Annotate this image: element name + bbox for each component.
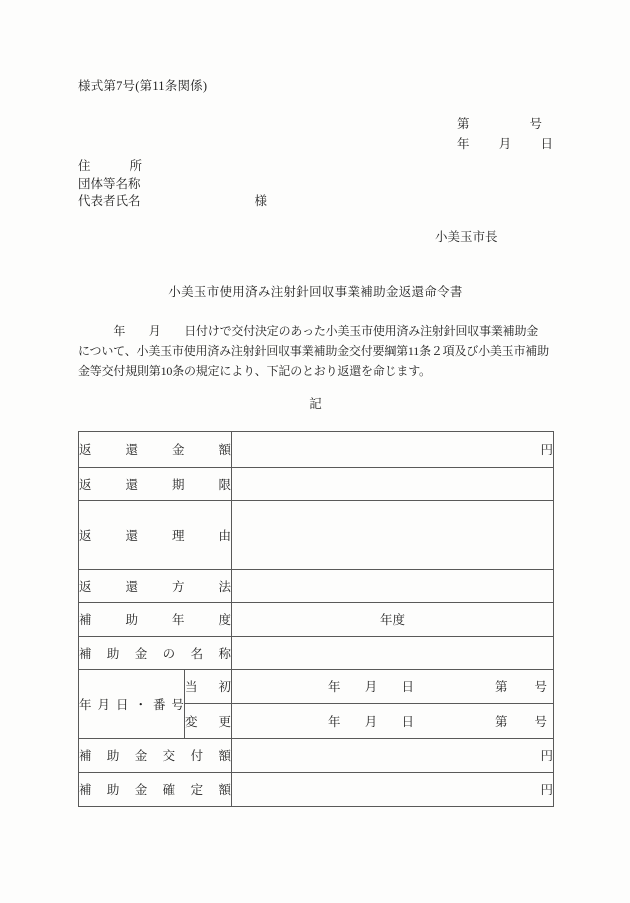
change-label-cell [185, 703, 232, 738]
grant-amount-label: 補 助 金 交 付 額 [79, 749, 231, 763]
refund-method-label-cell [79, 569, 232, 602]
subsidy-year-label: 補 助 年 度 [79, 613, 231, 627]
yen-unit: 円 [540, 749, 553, 763]
initial-label: 当 初 [185, 680, 231, 694]
refund-deadline-label: 返 還 期 限 [79, 477, 231, 492]
refund-method-label: 返 還 方 法 [79, 579, 231, 594]
body-paragraph [78, 321, 553, 381]
representative-line [78, 193, 553, 211]
address-line [78, 158, 553, 176]
refund-method-value-cell [232, 569, 554, 602]
row-refund-amount [79, 431, 554, 467]
change-value-cell [232, 703, 554, 738]
document-title: 小美玉市使用済み注射針回収事業補助金返還命令書 [168, 284, 463, 299]
address-label: 住 所 [78, 159, 142, 173]
subsidy-name-value-cell [232, 636, 554, 669]
refund-order-table [78, 431, 554, 807]
row-refund-deadline [79, 467, 554, 500]
organization-name-label: 団体等名称 [78, 176, 141, 191]
fiscal-year-suffix: 年度 [379, 613, 405, 627]
row-subsidy-name [79, 636, 554, 669]
row-subsidy-year [79, 602, 554, 636]
document-number-block [78, 114, 553, 154]
refund-reason-label-cell [79, 500, 232, 569]
row-grant-amount [79, 738, 554, 772]
initial-value-cell [232, 669, 554, 703]
fixed-amount-label-cell [79, 772, 232, 806]
representative-label: 代表者氏名 [78, 194, 141, 208]
grant-amount-value-cell [232, 738, 554, 772]
refund-deadline-value-cell [232, 467, 554, 500]
date-placeholder: 年 月 日 [328, 680, 414, 694]
date-placeholder: 年 月 日 [328, 714, 414, 729]
honorific-sama: 様 [254, 194, 268, 208]
section-mark-ki: 記 [309, 396, 322, 411]
body-line: 金等交付規則第10条の規定により、下記のとおり返還を命じます。 [78, 363, 431, 378]
row-fixed-amount [79, 772, 554, 806]
subsidy-name-label-cell [79, 636, 232, 669]
yen-unit: 円 [540, 443, 553, 457]
number-placeholder: 第 号 [495, 680, 547, 694]
row-refund-method [79, 569, 554, 602]
initial-date-number-row [232, 677, 553, 695]
refund-amount-label: 返 還 金 額 [79, 443, 231, 457]
change-date-number-row [232, 712, 553, 730]
doc-date-line [78, 134, 553, 154]
refund-amount-value-cell [232, 431, 554, 467]
change-label: 変 更 [185, 714, 231, 729]
subsidy-year-value-cell [232, 602, 554, 636]
yen-unit: 円 [540, 783, 553, 797]
row-refund-reason [79, 500, 554, 569]
doc-number-line [78, 114, 553, 134]
initial-label-cell [185, 669, 232, 703]
number-placeholder: 第 号 [495, 714, 547, 729]
addressee-block [78, 158, 553, 211]
grant-amount-label-cell [79, 738, 232, 772]
doc-number-placeholder: 第 号 [457, 117, 542, 131]
refund-deadline-label-cell [79, 467, 232, 500]
body-line: 年 月 日付けで交付決定のあった小美玉市使用済み注射針回収事業補助金 [78, 323, 539, 338]
subsidy-name-label: 補 助 金 の 名 称 [79, 646, 231, 661]
refund-reason-label: 返 還 理 由 [79, 528, 231, 543]
fixed-amount-value-cell [232, 772, 554, 806]
fixed-amount-label: 補 助 金 確 定 額 [79, 783, 231, 797]
refund-amount-label-cell [79, 431, 232, 467]
date-number-label: 年 月 日 ・ 番 号 [79, 697, 184, 712]
body-line: について、小美玉市使用済み注射針回収事業補助金交付要綱第11条２項及び小美玉市補助 [78, 343, 549, 358]
sender-mayor: 小美玉市長 [435, 229, 498, 244]
row-date-number-initial [79, 669, 554, 703]
subsidy-year-label-cell [79, 602, 232, 636]
refund-reason-value-cell [232, 500, 554, 569]
doc-date-placeholder: 年 月 日 [457, 137, 553, 151]
date-number-label-cell [79, 669, 185, 738]
form-number: 様式第7号(第11条関係) [78, 79, 208, 93]
